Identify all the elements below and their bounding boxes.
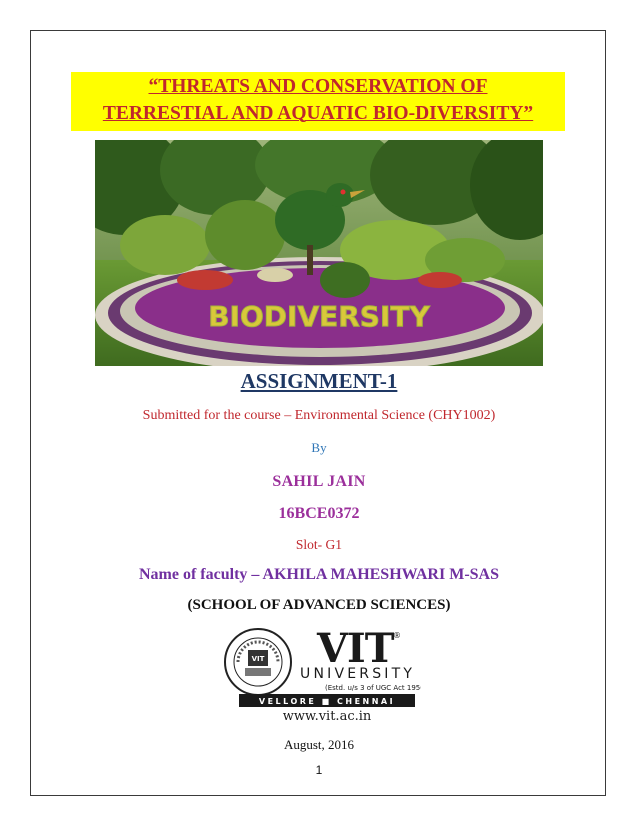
assignment-heading: ASSIGNMENT-1 (240, 369, 398, 393)
course-line: Submitted for the course – Environmental Science (CHY1002) (142, 408, 496, 423)
vit-university-logo (221, 624, 421, 724)
location-text: VELLORE ■ CHENNAI (258, 697, 396, 706)
slot-label: Slot- G1 (295, 537, 343, 552)
website-url: www.vit.ac.in (282, 709, 372, 724)
date-line: August, 2016 (283, 737, 355, 752)
biodiversity-lettering: BIODIVERSITY (208, 300, 430, 333)
registered-mark: ® (393, 631, 401, 640)
roll-number: 16BCE0372 (278, 505, 360, 522)
university-wordmark: UNIVERSITY (300, 666, 416, 682)
crest-vit-text: VIT (251, 655, 265, 663)
vit-wordmark: VIT (317, 625, 394, 672)
student-name: SAHIL JAIN (272, 473, 366, 490)
school-name: (SCHOOL OF ADVANCED SCIENCES) (187, 597, 451, 613)
estd-line: (Estd. u/s 3 of UGC Act 1956) (325, 684, 421, 692)
page-number: 1 (315, 763, 323, 777)
title-highlight (71, 72, 565, 131)
biodiversity-garden-photo (95, 140, 543, 366)
title-line-2: TERRESTIAL AND AQUATIC BIO-DIVERSITY” (102, 103, 534, 124)
title-line-1: “THREATS AND CONSERVATION OF (148, 76, 488, 97)
faculty-line: Name of faculty – AKHILA MAHESHWARI M-SAS (138, 566, 499, 583)
by-label: By (311, 440, 327, 455)
